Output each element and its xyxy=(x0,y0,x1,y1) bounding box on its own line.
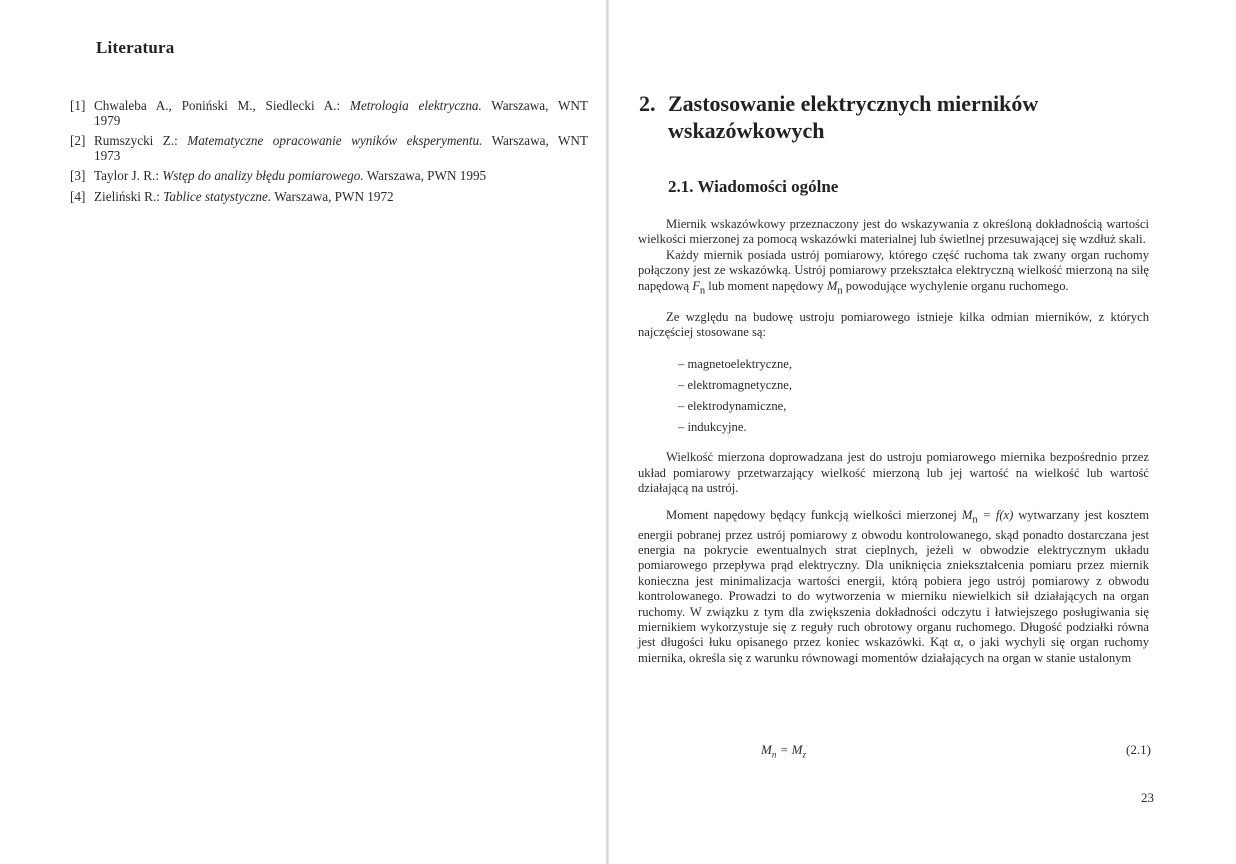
paragraph: Każdy miernik posiada ustrój pomiarowy, którego część ruchoma tak zwany organ ruchomy połączony jest ze wskazówką. Ustrój pomiarowy przekształca elektryczną wielkość mierzoną na siłę napędową $F_n$ lub moment napędowy $M_n$ powodujące wychylenie organu ruchomego. xyxy=(638,247,1149,297)
paragraph: Ze względu na budowę ustroju pomiarowego istnieje kilka odmian mierników, z których najczęściej stosowane są: xyxy=(638,309,1149,339)
list-item: – indukcyjne. xyxy=(678,420,747,435)
reference-title: Wstęp do analizy błędu pomiarowego. xyxy=(162,168,364,183)
page-number: 23 xyxy=(1141,790,1154,805)
equation-number: (2.1) xyxy=(1126,742,1151,757)
body-text xyxy=(638,217,1149,666)
reference-number: [3] xyxy=(70,168,86,183)
list-item: – magnetoelektryczne, xyxy=(678,357,792,372)
reference-author: Rumszycki Z.: xyxy=(94,133,188,148)
reference-number: [2] xyxy=(70,133,86,148)
reference-author: Chwaleba A., Poniński M., Siedlecki A.: xyxy=(94,98,350,113)
equation: $M_n = M_z$ xyxy=(761,742,806,760)
reference-year: 1973 xyxy=(94,147,121,163)
reference-item xyxy=(70,169,588,184)
reference-list xyxy=(70,99,588,210)
reference-item xyxy=(70,190,588,205)
reference-year: 1979 xyxy=(94,112,121,128)
reference-title: Tablice statystyczne. xyxy=(163,188,272,204)
reference-publisher: Warszawa, WNT xyxy=(481,98,588,113)
chapter-title-text: Zastosowanie elektrycznych mierników wskazówkowych xyxy=(668,91,1039,143)
paragraph: Miernik wskazówkowy przeznaczony jest do wskazywania z określoną dokładnością wartości wielkości mierzonej za pomocą wskazówki materialnej lub świetlnej przesuwającej się wzdłuż skali. xyxy=(638,217,1149,247)
reference-author: Taylor J. R.: xyxy=(94,168,163,183)
reference-title: Metrologia elektryczna. xyxy=(349,98,482,113)
reference-item xyxy=(70,99,588,128)
paragraph: Wielkość mierzona doprowadzana jest do ustroju pomiarowego miernika bezpośrednio przez układ pomiarowy przetwarzający wielkość mierzoną lub jej wartość na wielkość lub wartość działającą na ustrój. xyxy=(638,450,1149,496)
chapter-title xyxy=(639,90,1109,144)
meter-types-list xyxy=(678,354,1149,438)
paragraph: Moment napędowy będący funkcją wielkości mierzonej $M_n = f(x)$ wytwarzany jest kosztem energii pobranej przez ustrój pomiarowy z obwodu kontrolowanego, skąd ponadto dostarczana jest energia na pokrycie ewentualnych strat cieplnych, jeżeli w obwodzie elektrycznym układu pomiarowego przepływa prąd elektryczny. Dla uniknięcia zniekształcenia pomiaru przez miernik konieczna jest minimalizacja wartości energii, którą pobiera jego ustrój pomiarowy z obwodu kontrolowanego. Prowadzi to do wytworzenia w mierniku niewielkich sił działających na organ ruchomy. W związku z tym dla zwiększenia dokładności odczytu i łatwiejszego posługiwania się miernikiem wykorzystuje się z reguły ruch obrotowy organu ruchomego. Długość podziałki równa jest długości łuku opisanego przez koniec wskazówki. Kąt α, o jaki wychyli się organ ruchomy miernika, określa się z warunku równowagi momentów działających na organ w stanie ustalonym xyxy=(638,507,1149,665)
reference-item xyxy=(70,134,588,163)
reference-author: Zieliński R.: xyxy=(94,188,164,204)
chapter-number: 2. xyxy=(639,91,656,116)
reference-number: [1] xyxy=(70,98,86,113)
reference-publisher: Warszawa, WNT xyxy=(482,133,588,148)
reference-publisher: Warszawa, PWN 1995 xyxy=(363,168,487,183)
reference-title: Matematyczne opracowanie wyników eksperymentu. xyxy=(187,133,483,148)
literature-heading: Literatura xyxy=(96,38,175,57)
reference-number: [4] xyxy=(70,188,86,204)
list-item: – elektrodynamiczne, xyxy=(678,399,787,414)
section-title: 2.1. Wiadomości ogólne xyxy=(668,177,839,196)
reference-publisher: Warszawa, PWN 1972 xyxy=(271,188,394,204)
left-page xyxy=(0,0,607,864)
right-page xyxy=(609,0,1236,864)
list-item: – elektromagnetyczne, xyxy=(678,378,792,393)
